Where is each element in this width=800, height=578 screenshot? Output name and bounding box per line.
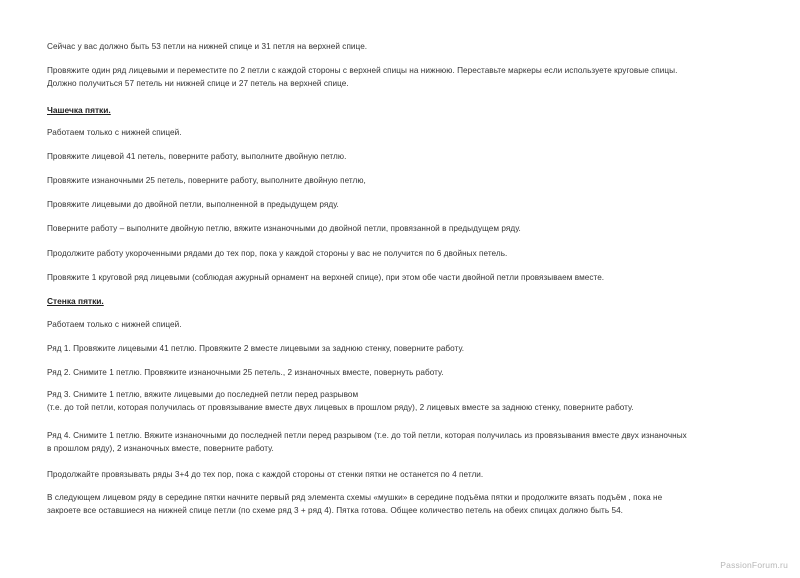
paragraph-next-row: В следующем лицевом ряду в середине пятки начните первый ряд элемента схемы «мушки» в середине подъёма пятки и продолжите вязать подъём , пока не закроете все оставшиеся на нижней спице петли (по схеме ряд 3 + ряд 4). Пятка готова. Общее количество петель на обеих спицах должно быть 54. — [47, 493, 663, 515]
paragraph-heel-cup-step-1: Провяжите лицевой 41 петель, поверните работу, выполните двойную петлю. — [47, 152, 347, 161]
heading-heel-cup: Чашечка пятки. — [47, 105, 111, 115]
paragraph-row-3: Ряд 3. Снимите 1 петлю, вяжите лицевыми до последней петли перед разрывом (т.е. до той петли, которая получилась от провязывание вместе двух лицевых в прошлом ряду), 2 лицевых вместе за заднюю стенку, поверните работу. — [47, 390, 634, 412]
paragraph-move-stitches: Провяжите один ряд лицевыми и переместите по 2 петли с каждой стороны с верхней спицы на нижнюю. Переставьте маркеры если используете круговые спицы. Должно получиться 57 петель ни нижней спице и 27 петель на верхней спице. — [47, 66, 678, 88]
paragraph-repeat-rows: Продолжайте провязывать ряды 3+4 до тех пор, пока с каждой стороны от стенки пятки не останется по 4 петли. — [47, 470, 484, 479]
paragraph-heel-cup-step-3: Провяжите лицевыми до двойной петли, выполненной в предыдущем ряду. — [47, 200, 339, 209]
paragraph-stitch-count: Сейчас у вас должно быть 53 петли на нижней спице и 31 петля на верхней спице. — [47, 42, 368, 51]
paragraph-heel-cup-step-2: Провяжите изнаночными 25 петель, поверните работу, выполните двойную петлю, — [47, 176, 366, 185]
paragraph-row-2: Ряд 2. Снимите 1 петлю. Провяжите изнаночными 25 петель., 2 изнаночных вместе, повернуть работу. — [47, 368, 444, 377]
site-watermark: PassionForum.ru — [720, 560, 788, 570]
paragraph-heel-cup-step-6: Провяжите 1 круговой ряд лицевыми (соблюдая ажурный орнамент на верхней спице), при этом обе части двойной петли провязываем вместе. — [47, 273, 605, 282]
paragraph-row-4: Ряд 4. Снимите 1 петлю. Вяжите изнаночными до последней петли перед разрывом (т.е. до той петли, которая получилась из провязывания вместе двух изнаночных в прошлом ряду), 2 изнаночных вместе, поверните работу. — [47, 431, 687, 453]
paragraph-heel-cup-intro: Работаем только с нижней спицей. — [47, 128, 182, 137]
paragraph-row-1: Ряд 1. Провяжите лицевыми 41 петлю. Провяжите 2 вместе лицевыми за заднюю стенку, поверните работу. — [47, 344, 465, 353]
paragraph-heel-cup-step-5: Продолжите работу укороченными рядами до тех пор, пока у каждой стороны у вас не получится по 6 двойных петель. — [47, 249, 508, 258]
paragraph-heel-cup-step-4: Поверните работу – выполните двойную петлю, вяжите изнаночными до двойной петли, провязанной в предыдущем ряду. — [47, 224, 521, 233]
paragraph-heel-wall-intro: Работаем только с нижней спицей. — [47, 320, 182, 329]
heading-heel-wall: Стенка пятки. — [47, 296, 104, 306]
